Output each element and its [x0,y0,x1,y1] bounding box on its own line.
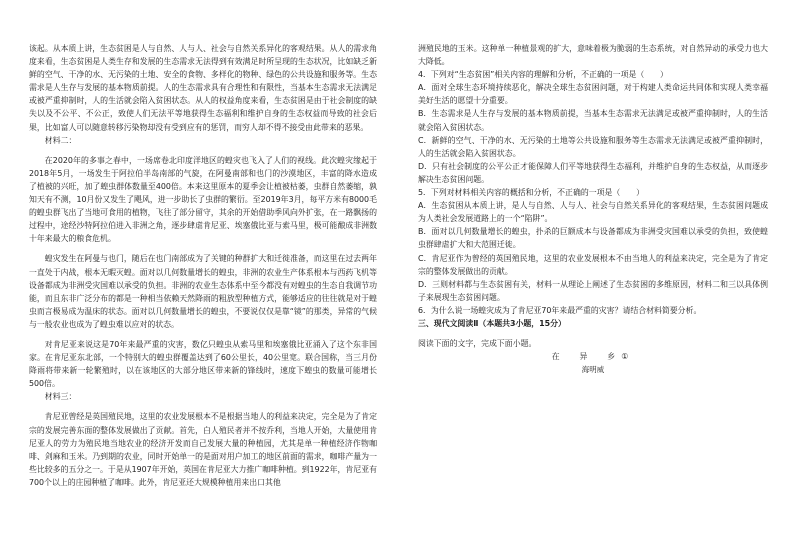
reading-instruction: 阅读下面的文字，完成下面小题。 [418,339,537,349]
question-5: 5．下列对材料相关内容的概括和分析，不正确的一项是（ ） [418,188,644,198]
question-4-option-a: A．面对全球生态环境持续恶化，解决全球生态贫困问题，对于构建人类命运共同体和实现人类幸福美好生活的愿望十分重要。 [418,83,768,106]
question-6: 6．为什么说一场蝗灾成为了肯尼亚70年来最严重的灾害？请结合材料简要分析。 [418,305,702,315]
section-three-heading: 三、现代文阅读Ⅱ（本题共3小题，15分） [418,318,566,328]
left-column [29,42,377,489]
material-three-continuation: 洲殖民地的玉米。这种单一种植景观的扩大，意味着极为脆弱的生态系统，对自然异动的承受力也大大降低。 [418,44,768,67]
material-two-paragraph-1: 在2020年的多事之春中，一场席卷北印度洋地区的蝗灾也飞入了人们的视线。此次蝗灾缘起于2018年5月，一场发生于阿拉伯半岛南部的气旋，在阿曼南部和也门的沙漠地区，丰富的降水造成了植被的兴旺，加了蝗虫群体数量至400倍。本来这里原本的夏季会让植被枯萎，虫群自然萎缩，孰知天有不测，10月份又发生了飓风，进一步助长了虫群的繁衍。至2019年3月，每平方米有8000毛的蝗虫群飞出了当地可食用的植物，飞往了部分留守，其余的开始借助季风向外扩张，在一路飘扬的过程中，途经沙特阿拉伯进入非洲之角，逐步肆虐肯尼亚、埃塞俄比亚与索马里，极可能酿成非洲数十年来最大的粮食危机。 [29,155,377,244]
question-4: 4．下列对“生态贫困”相关内容的理解和分析，不正确的一项是（ ） [418,70,668,80]
material-two-paragraph-2: 蝗灾发生在阿曼与也门，随后在也门南部成为了关键的种群扩大和迁徙准备，而这里在过去两年一直处于内战，根本无暇灭蝗。面对以几何数量增长的蝗虫，非洲的农业生产体系根本与西药飞机等设备都成为非洲受灾国难以承受的负担。非洲的农业生态体系中至今都没有对蝗虫的生态自我调节功能，而且东非广泛分布的都是一种相当依赖天然降雨的粗放型种植方式，能够适应的往往就是对于蝗虫而言极易成为温床的状态。面对以几何数量增长的蝗虫，不要说仅仅是靠“镜”的那类，异常的气候与一般农业也成为了蝗虫难以应对的状态。 [29,254,377,329]
material-three-paragraph: 肯尼亚曾经是英国殖民地，这里的农业发展根本不是根据当地人的利益来决定，完全是为了肯定宗的发展完善东面的整体发展做出了贡献。首先，白人殖民者并不按乔利，当地人开始，大量使用肯尼亚人的劳力为殖民地当地农业的经济开发而自己发展大量的种植园，尤其是单一种植经济作物咖啡、剑麻和玉米。乃到期的农业，同时开始单一的是面对用户加工的地区前面的需求，咖啡产量为一些比较多的五分之一。于是从1907年开始，英国在肯尼亚大力推广咖啡种植。到1922年，肯尼亚有700个以上的庄园种植了咖啡。此外，肯尼亚还大规模种植用来出口其他 [29,412,377,487]
material-two-paragraph-3: 对肯尼亚来说这是70年来最严重的灾害，数亿只蝗虫从索马里和埃塞俄比亚涌入了这个东非国家。在肯尼亚东北部，一个特别大的蝗虫群覆盖达到了60公里长，40公里宽。联合国称，当三月份降雨将带来新一轮繁殖时，以在该地区的大部分地区带来新的锋线时，速度下蝗虫的数量可能增长500倍。 [29,339,377,389]
story-title: 在 异 乡① [551,352,635,362]
question-5-option-c: C．肯尼亚作为曾经的英国殖民地，这里的农业发展根本不由当地人的利益来决定，完全是为了肯定宗的整体发展做出的贡献。 [418,253,768,276]
question-5-option-d: D．三则材料都与生态贫困有关，材料一从理论上阐述了生态贫困的多维原因，材料二和三以具体例子来展现生态贫困问题。 [418,279,768,302]
question-5-option-b: B．面对以几何数量增长的蝗虫，扑杀的巨额成本与设备都成为非洲受灾国难以承受的负担，致使蝗虫群肆虐扩大和大范围迁徙。 [418,227,768,250]
question-4-option-b: B．生态需求是人生存与发展的基本物质前提，当基本生态需求无法满足或被严重抑制时，人的生活就会陷入贫困状态。 [418,109,768,132]
material-three-heading: 材料三： [44,392,77,402]
material-two-heading: 材料二： [44,135,77,145]
material-one-continuation: 该起。从本质上讲，生态贫困是人与自然、人与人、社会与自然关系异化的客观结果。从人的需求角度来看，生态贫困是人类生存和发展的生态需求无法得到有效满足时所呈现的生态状况，比如缺乏新鲜的空气、干净的水、无污染的土地、安全的食物、多样化的物种、绿色的公共设施和服务等。生态需求是人生存与发展的基本物质前提。人的生态需求具有合理性和有限性，当基本生态需求无法满足或被严重抑制时，人的生活就会陷入贫困状态。从人的权益角度来看，生态贫困是由于社会制度的缺失以及不公平、不公正，致使人们无法平等地获得生态福利和维护自身的生态权益而导致的社会后果，比如富人可以随意转移污染物却没有受到应有的惩罚，而穷人却不得不接受由此带来的恶果。 [29,44,377,132]
question-5-option-a: A．生态贫困从本质上讲，是人与自然、人与人、社会与自然关系异化的客观结果，生态贫困问题成为人类社会发展道路上的一个“陷阱”。 [418,201,768,224]
question-4-option-d: D．只有社会制度的公平公正才能保障人们平等地获得生态福利，并维护自身的生态权益，从而逐步解决生态贫困问题。 [418,161,768,184]
question-4-option-c: C．新鲜的空气、干净的水、无污染的土地等公共设施和服务等生态需求无法满足或被严重抑制时，人的生活就会陷入贫困状态。 [418,135,768,158]
story-author: 海明威 [581,365,605,375]
right-column [418,42,768,376]
